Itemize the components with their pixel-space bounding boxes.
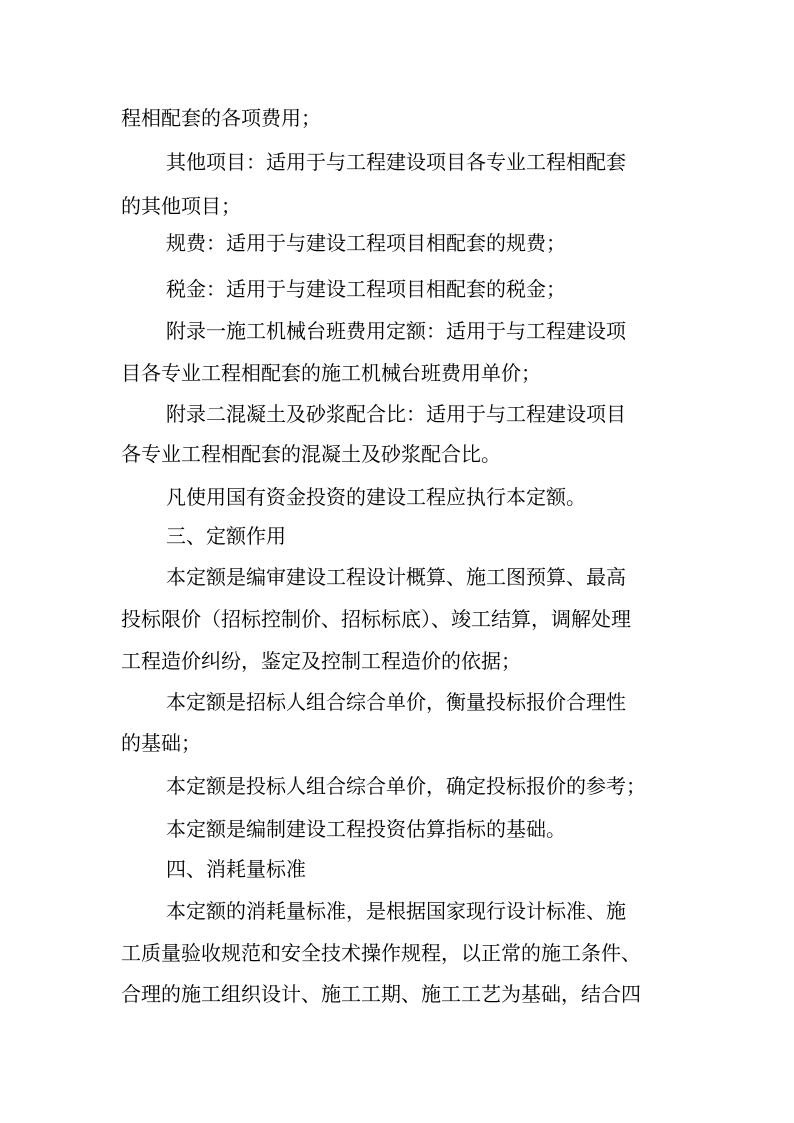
paragraph-line-3: 的其他项目； [121, 194, 241, 218]
paragraph-line-21: 工质量验收规范和安全技术操作规程，以正常的施工条件、 [121, 941, 641, 965]
paragraph-line-12: 本定额是编审建设工程设计概算、施工图预算、最高 [166, 565, 626, 589]
paragraph-line-16: 的基础； [121, 731, 201, 755]
paragraph-line-20: 本定额的消耗量标准，是根据国家现行设计标准、施 [166, 899, 626, 923]
paragraph-line-6: 附录一施工机械台班费用定额：适用于与工程建设项 [166, 319, 626, 343]
paragraph-line-2: 其他项目：适用于与工程建设项目各专业工程相配套 [166, 150, 626, 174]
paragraph-line-13: 投标限价（招标控制价、招标标底）、竣工结算，调解处理 [121, 607, 631, 631]
paragraph-line-8: 附录二混凝土及砂浆配合比：适用于与工程建设项目 [166, 402, 626, 426]
paragraph-line-10: 凡使用国有资金投资的建设工程应执行本定额。 [166, 485, 586, 509]
paragraph-line-7: 目各专业工程相配套的施工机械台班费用单价； [121, 361, 541, 385]
paragraph-line-18: 本定额是编制建设工程投资估算指标的基础。 [166, 817, 566, 841]
paragraph-line-17: 本定额是投标人组合综合单价，确定投标报价的参考； [166, 774, 646, 798]
paragraph-line-4: 规费：适用于与建设工程项目相配套的规费； [166, 231, 566, 255]
paragraph-line-14: 工程造价纠纷，鉴定及控制工程造价的依据； [121, 649, 521, 673]
paragraph-line-15: 本定额是招标人组合综合单价，衡量投标报价合理性 [166, 690, 626, 714]
paragraph-line-22: 合理的施工组织设计、施工工期、施工工艺为基础，结合四 [121, 982, 641, 1006]
paragraph-line-9: 各专业工程相配套的混凝土及砂浆配合比。 [121, 442, 501, 466]
paragraph-line-5: 税金：适用于与建设工程项目相配套的税金； [166, 277, 566, 301]
section-heading-3: 三、定额作用 [166, 524, 286, 548]
paragraph-line-1: 程相配套的各项费用； [121, 106, 321, 130]
section-heading-4: 四、消耗量标准 [166, 857, 306, 881]
